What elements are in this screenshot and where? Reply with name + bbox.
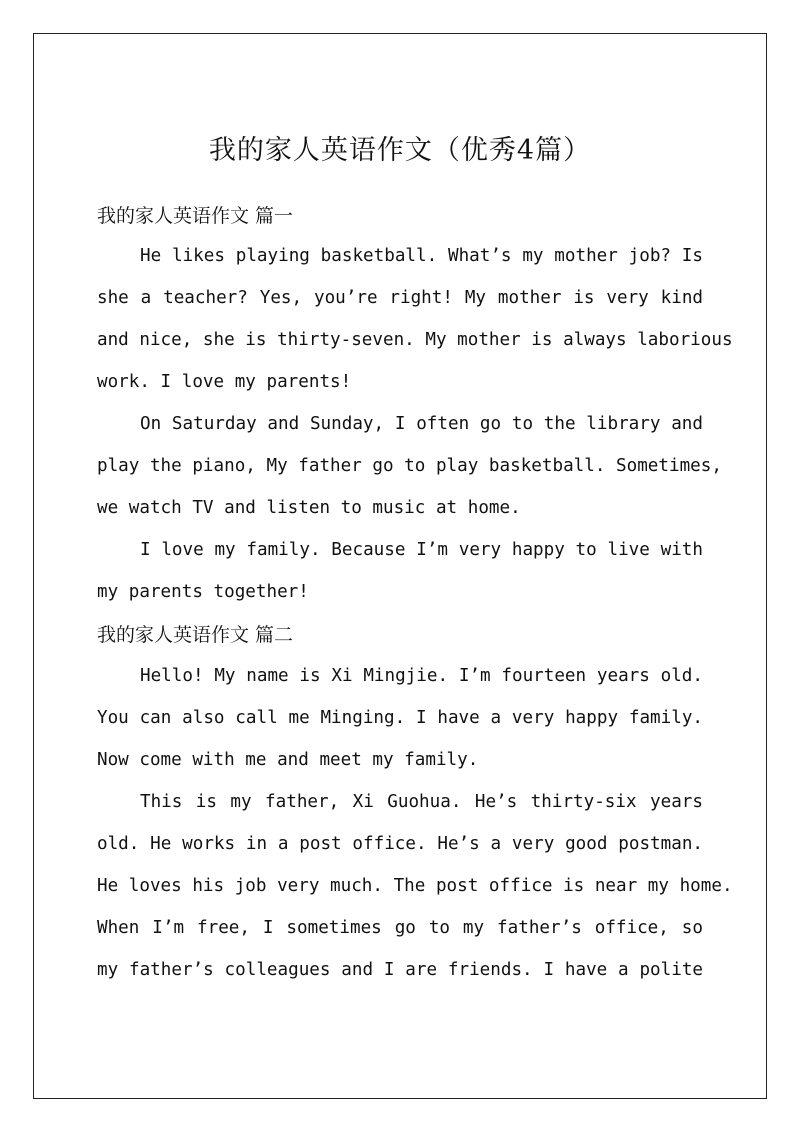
text-line: You can also call me Minging. I have a very happy family. xyxy=(97,708,703,728)
section-heading: 我的家人英语作文 篇一 xyxy=(97,205,294,227)
document-title: 我的家人英语作文（优秀4篇） xyxy=(208,135,592,166)
text-line: we watch TV and listen to music at home. xyxy=(97,498,521,518)
text-line: He loves his job very much. The post office is near my home. xyxy=(97,876,733,896)
section-heading: 我的家人英语作文 篇二 xyxy=(97,624,294,646)
text-line: my parents together! xyxy=(97,582,309,602)
text-line: Hello! My name is Xi Mingjie. I’m fourteen years old. xyxy=(140,666,703,686)
text-line: This is my father, Xi Guohua. He’s thirty-six years xyxy=(140,792,703,812)
text-line: He likes playing basketball. What’s my mother job? Is xyxy=(140,246,703,266)
text-line: I love my family. Because I’m very happy to live with xyxy=(140,540,703,560)
text-line: work. I love my parents! xyxy=(97,372,352,392)
text-line: On Saturday and Sunday, I often go to the library and xyxy=(140,414,703,434)
text-line: When I’m free, I sometimes go to my father’s office, so xyxy=(97,918,703,938)
text-line: and nice, she is thirty-seven. My mother is always laborious xyxy=(97,330,733,350)
text-line: old. He works in a post office. He’s a very good postman. xyxy=(97,834,703,854)
text-line: Now come with me and meet my family. xyxy=(97,750,479,770)
text-line: my father’s colleagues and I are friends. I have a polite xyxy=(97,960,703,980)
text-line: she a teacher? Yes, you’re right! My mother is very kind xyxy=(97,288,703,308)
text-line: play the piano, My father go to play basketball. Sometimes, xyxy=(97,456,722,476)
